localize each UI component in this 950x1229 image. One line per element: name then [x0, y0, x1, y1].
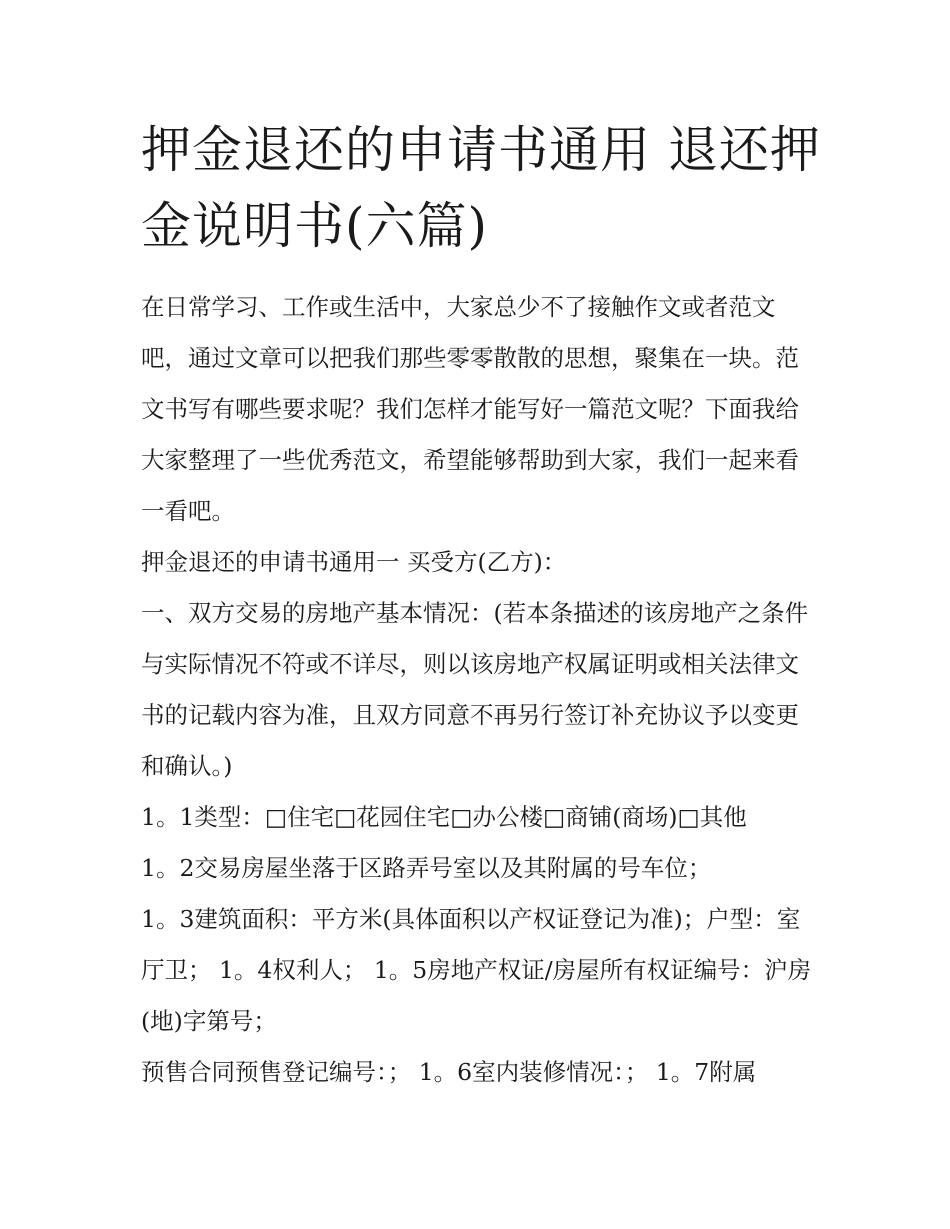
clause-1-3-area: 1。3建筑面积：平方米(具体面积以产权证登记为准)；户型：室厅卫； 1。4权利人； 1。5房地产权证/房屋所有权证编号：沪房(地)字第号； — [141, 905, 812, 1035]
section-heading: 押金退还的申请书通用一 买受方(乙方)： — [141, 548, 567, 576]
document-page — [141, 112, 821, 1098]
intro-paragraph: 在日常学习、工作或生活中，大家总少不了接触作文或者范文吧，通过文章可以把我们那些零零散散的思想，聚集在一块。范文书写有哪些要求呢？我们怎样才能写好一篇范文呢？下面我给大家整理了一些优秀范文，希望能够帮助到大家，我们一起来看一看吧。 — [141, 293, 799, 525]
presale-contract-line: 预售合同预售登记编号：； 1。6室内装修情况：； 1。7附属 — [141, 1058, 757, 1086]
document-title: 押金退还的申请书通用 退还押金说明书(六篇) — [141, 121, 821, 255]
clause-one-paragraph: 一、双方交易的房地产基本情况：(若本条描述的该房地产之条件与实际情况不符或不详尽，则以该房地产权属证明或相关法律文书的记载内容为准，且双方同意不再另行签订补充协议予以变更和确认。) — [141, 599, 809, 780]
clause-1-1-type: 1。1类型：□住宅□花园住宅□办公楼□商铺(商场)□其他 — [141, 803, 747, 831]
clause-1-2-location: 1。2交易房屋坐落于区路弄号室以及其附属的号车位； — [141, 854, 712, 882]
